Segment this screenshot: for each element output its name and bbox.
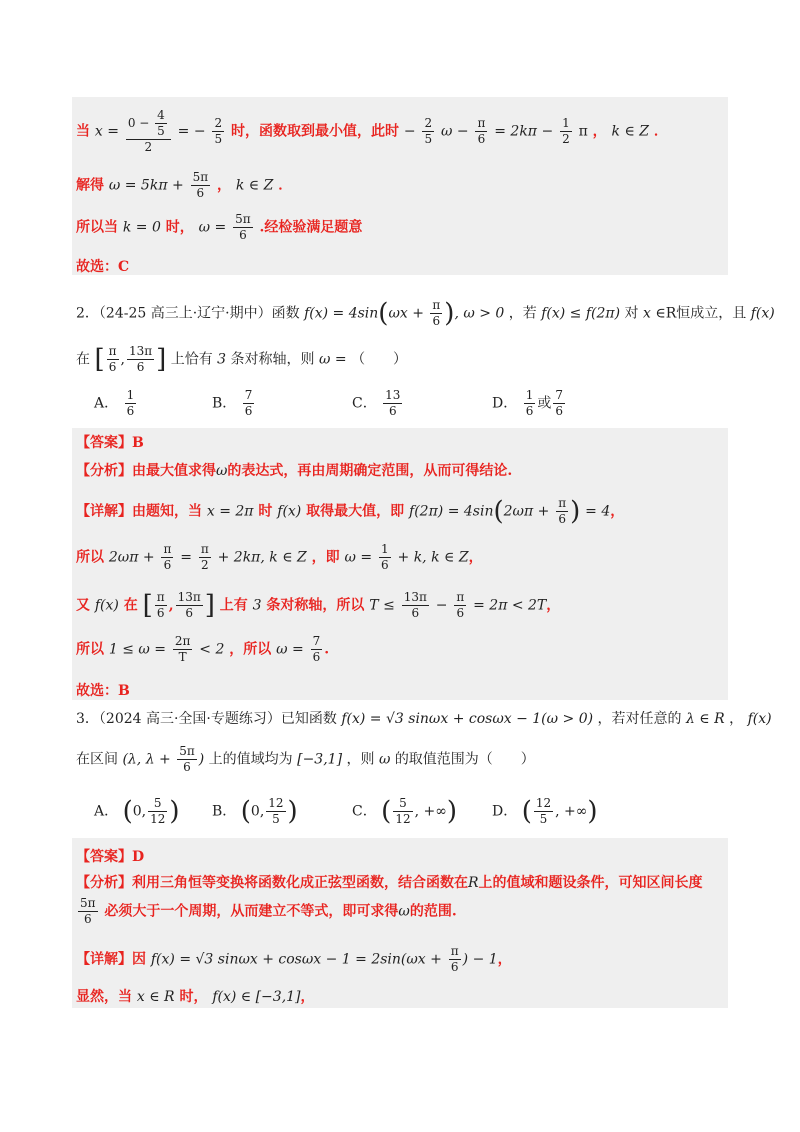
q2-detail-line-4: 所以 1 ≤ ω = $\frac{2\pi}{T}$ < 2 ，所以 ω = $\frac{7}{6}$ .: [76, 634, 330, 664]
q3-option-d[interactable]: D． ( $\frac{12}{5}$ , +∞): [492, 796, 598, 827]
q2-detail-line-2: 所以 2ωπ + $\frac{\pi}{6}$ = $\frac{\pi}{2}$ + 2kπ, k ∈ Z ，即 ω = $\frac{1}{6}$ + k, k ∈ Z，: [76, 542, 483, 572]
q2-option-d[interactable]: D． $\frac{1}{6}$ 或 $\frac{7}{6}$: [492, 388, 563, 418]
q3-detail-line-2: 显然，当 x ∈ R 时， f(x) ∈ [−3,1]，: [76, 989, 315, 1005]
q3-analysis-line-2: $\frac{5\pi}{6}$ 必须大于一个周期，从而建立不等式，即可求得ω的范围.: [80, 896, 457, 926]
cont-line-3: 所以当 k = 0 时， ω = $\frac{5\pi}{6}$ .经检验满足题意: [76, 212, 363, 242]
fraction: 0 − $\frac{4}{5}$ 2: [126, 108, 171, 155]
cont-line-1: 当 x = 0 − $\frac{4}{5}$ 2 = − $\frac{2}{5}$ 时，函数取到最小值，此时 − $\frac{2}{5}$ ω − $\frac{\pi}{6}$ = 2kπ − $\frac{1}{2}$ π ， k ∈ Z ．: [76, 108, 668, 154]
q3-answer: 【答案】D: [76, 849, 145, 865]
cont-line-2: 解得 ω = 5kπ + $\frac{5\pi}{6}$ ， k ∈ Z ．: [76, 170, 293, 200]
q2-option-b[interactable]: B． $\frac{7}{6}$: [212, 388, 253, 418]
q2-answer: 【答案】B: [76, 435, 144, 451]
q3-stem-line-1: 3．（2024 高三·全国·专题练习）已知函数 f(x) = √3 sinωx + cosωx − 1(ω > 0) ，若对任意的 λ ∈ R ， f(x): [76, 711, 772, 727]
q3-detail-line-1: 【详解】因 f(x) = √3 sinωx + cosωx − 1 = 2sin(ωx + $\frac{\pi}{6}$ ) − 1，: [76, 944, 512, 974]
q2-option-c[interactable]: C． $\frac{13}{6}$: [352, 388, 401, 418]
q2-choice: 故选：B: [76, 683, 130, 699]
q3-option-b[interactable]: B． (0, $\frac{12}{5}$ ): [212, 796, 298, 827]
q2-stem-line-2: 在 [ $\frac{\pi}{6}$ , $\frac{13\pi}{6}$ ] 上恰有 3 条对称轴，则 ω = （ ）: [76, 344, 408, 375]
q2-option-a[interactable]: A． $\frac{1}{6}$: [94, 388, 135, 418]
q3-option-a[interactable]: A． (0, $\frac{5}{12}$ ): [94, 796, 180, 827]
q2-stem-line-1: 2．（24-25 高三上·辽宁·期中）函数 f(x) = 4sin(ωx + $\frac{\pi}{6}$ ), ω > 0 ，若 f(x) ≤ f(2π) 对 x ∈R恒成立，且 f(x): [76, 298, 775, 329]
q3-option-c[interactable]: C． ( $\frac{5}{12}$ , +∞): [352, 796, 458, 827]
q3-stem-line-2: 在区间 (λ, λ + $\frac{5\pi}{6}$ ) 上的值域均为 [−3,1] ，则 ω 的取值范围为（ ）: [76, 744, 535, 774]
q2-detail-line-3: 又 f(x) 在 [ $\frac{\pi}{6}$ , $\frac{13\pi}{6}$ ] 上有 3 条对称轴，所以 T ≤ $\frac{13\pi}{6}$ − $\frac{\pi}{6}$ = 2π < 2T，: [76, 590, 561, 621]
q2-detail-line-1: 【详解】由题知，当 x = 2π 时 f(x) 取得最大值，即 f(2π) = 4sin(2ωπ + $\frac{\pi}{6}$ ) = 4，: [76, 496, 625, 527]
q2-analysis: 【分析】由最大值求得ω的表达式，再由周期确定范围，从而可得结论.: [76, 463, 513, 479]
q3-analysis-line-1: 【分析】利用三角恒等变换将函数化成正弦型函数，结合函数在R上的值域和题设条件，可知区间长度: [76, 875, 703, 891]
cont-choice: 故选：C: [76, 259, 130, 275]
